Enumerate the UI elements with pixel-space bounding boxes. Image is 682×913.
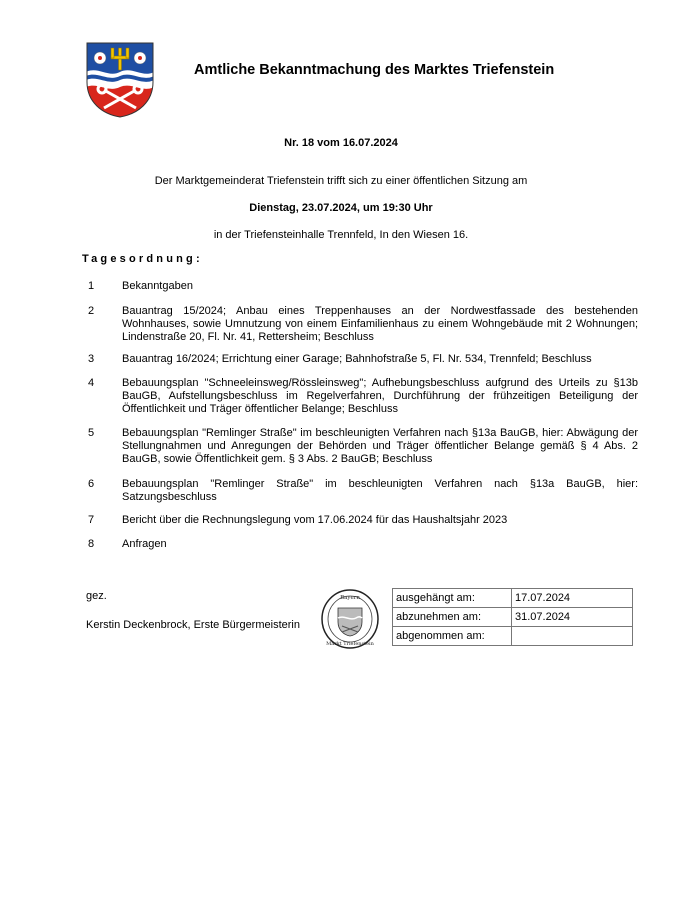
agenda-item-text: Bebauungsplan "Schneeleinsweg/Rössleinsweg"; Aufhebungsbeschluss aufgrund des Urteils zu §13b BauGB, Aufstellungsbeschluss im Regelverfahren, Durchführung der frühzeitigen Beteiligung der Öffentlichkeit und Träger öffentlicher Belange; Beschluss bbox=[122, 377, 638, 415]
agenda-item-text: Bekanntgaben bbox=[122, 280, 193, 292]
posting-dates-table bbox=[392, 588, 633, 646]
agenda-item bbox=[86, 280, 638, 293]
removed-label: abgenommen am: bbox=[393, 627, 512, 646]
posted-date: 17.07.2024 bbox=[512, 589, 633, 608]
agenda-item-text: Bauantrag 15/2024; Anbau eines Treppenhauses an der Nordwestfassade des bestehenden Wohnhauses, sowie Umnutzung von einem Einfamilienhaus zu einem Wohngebäude mit 2 Wohnungen; Lindenstraße 20, Fl. Nr. 41, Rettersheim; Beschluss bbox=[122, 305, 638, 343]
signed-marker: gez. bbox=[86, 590, 107, 602]
agenda-item bbox=[86, 514, 638, 527]
signer-name: Kerstin Deckenbrock, Erste Bürgermeisterin bbox=[86, 619, 300, 631]
municipal-crest-logo bbox=[86, 42, 154, 118]
page-title: Amtliche Bekanntmachung des Marktes Triefenstein bbox=[194, 62, 555, 78]
agenda-item bbox=[86, 377, 638, 416]
agenda-item-text: Bauantrag 16/2024; Errichtung einer Garage; Bahnhofstraße 5, Fl. Nr. 534, Trennfeld; Beschluss bbox=[122, 353, 592, 365]
agenda-item-number: 2 bbox=[88, 305, 95, 317]
agenda-item bbox=[86, 305, 638, 344]
svg-text:Bayern: Bayern bbox=[340, 595, 360, 601]
agenda-item bbox=[86, 427, 638, 466]
meeting-date-time: Dienstag, 23.07.2024, um 19:30 Uhr bbox=[249, 202, 433, 214]
notice-number: Nr. 18 vom 16.07.2024 bbox=[284, 137, 398, 149]
agenda-item bbox=[86, 353, 638, 366]
notice-intro: Der Marktgemeinderat Triefenstein trifft sich zu einer öffentlichen Sitzung am bbox=[154, 175, 528, 187]
agenda-heading: Tagesordnung: bbox=[82, 253, 203, 265]
table-row bbox=[393, 608, 633, 627]
agenda-item-number: 8 bbox=[88, 538, 95, 550]
posted-label: ausgehängt am: bbox=[393, 589, 512, 608]
agenda-item-text: Bericht über die Rechnungslegung vom 17.06.2024 für das Haushaltsjahr 2023 bbox=[122, 514, 508, 526]
agenda-item-number: 4 bbox=[88, 377, 95, 389]
agenda-item-number: 3 bbox=[88, 353, 95, 365]
agenda-item-number: 6 bbox=[88, 478, 95, 490]
table-row bbox=[393, 589, 633, 608]
agenda-item-text: Bebauungsplan "Remlinger Straße" im beschleunigten Verfahren nach §13a BauGB, hier: Satzungsbeschluss bbox=[122, 478, 638, 503]
agenda-item bbox=[86, 538, 638, 551]
agenda-item-number: 1 bbox=[88, 280, 95, 292]
agenda-item-text: Anfragen bbox=[122, 538, 167, 550]
official-seal-stamp bbox=[320, 588, 380, 650]
agenda-item-text: Bebauungsplan "Remlinger Straße" im beschleunigten Verfahren nach §13a BauGB, hier: Abwägung der Stellungnahmen und Anregungen der Behörden und Träger öffentlicher Belange gemäß § 4 Abs. 2 BauGB, sowie Öffentlichkeit gem. § 3 Abs. 2 BauGB; Beschluss bbox=[122, 427, 638, 465]
meeting-location: in der Triefensteinhalle Trennfeld, In den Wiesen 16. bbox=[213, 229, 469, 241]
removed-date bbox=[512, 627, 633, 646]
agenda-item bbox=[86, 478, 638, 504]
remove-by-date: 31.07.2024 bbox=[512, 608, 633, 627]
agenda-item-number: 7 bbox=[88, 514, 95, 526]
table-row bbox=[393, 627, 633, 646]
agenda-item-number: 5 bbox=[88, 427, 95, 439]
svg-text:Markt Triefenstein: Markt Triefenstein bbox=[326, 641, 374, 647]
remove-by-label: abzunehmen am: bbox=[393, 608, 512, 627]
